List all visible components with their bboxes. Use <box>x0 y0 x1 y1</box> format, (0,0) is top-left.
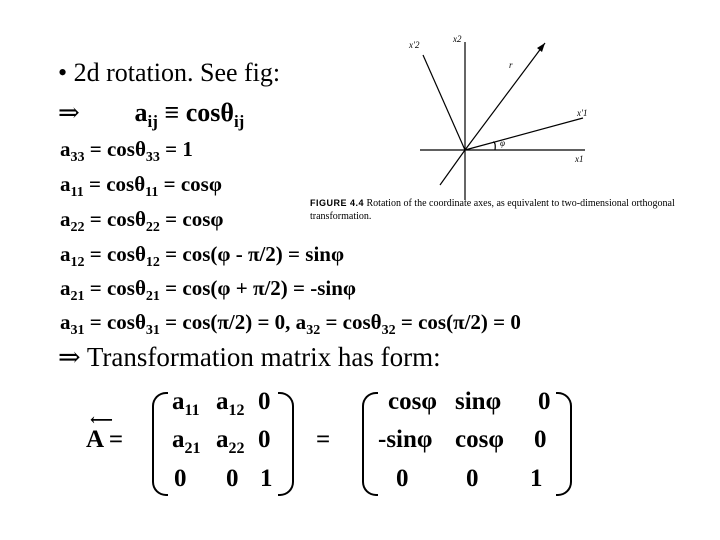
cell-cos: cosφ <box>455 426 504 453</box>
right-paren <box>278 392 294 496</box>
equation-a31-a32: $a_{31} = \cos\theta_{31} = \cos(\pi/2) = 0$, $a_{32} = \cos\theta_{32} = \cos(\pi/2) = 0$ <box>60 310 521 339</box>
cell-0: 0 <box>534 426 547 453</box>
r-arrow-head <box>537 43 545 52</box>
right-paren <box>556 392 572 496</box>
cell-0: 0 <box>396 465 409 492</box>
cell-a11: $a_{11}$ <box>172 388 200 419</box>
cell-0: 0 <box>258 426 271 453</box>
axis-label-r: r <box>509 60 513 70</box>
phi-arc <box>493 142 495 150</box>
axis-label-x1: x1 <box>575 154 584 164</box>
left-paren <box>152 392 168 496</box>
definition-line <box>58 98 244 132</box>
cell-a21: $a_{21}$ <box>172 426 201 457</box>
axis-label-x2-prime: x′2 <box>409 40 420 50</box>
equation-a11: $a_{11} = \cos\theta_{11} = \cos\varphi$ <box>60 172 222 201</box>
implies-arrow-icon: ⇒ <box>58 98 80 127</box>
figure-caption-label: FIGURE 4.4 <box>310 198 365 208</box>
cell-a12: $a_{12}$ <box>216 388 245 419</box>
cell-1: 1 <box>260 465 273 492</box>
cell-1: 1 <box>530 465 543 492</box>
definition-text: $a_{ij} \equiv \cos\theta_{ij}$ <box>134 98 245 132</box>
vector-arrow-icon: ⟵ <box>90 412 113 429</box>
equals-sign: = <box>316 426 331 453</box>
x1-prime-axis <box>465 118 583 150</box>
rotation-figure <box>395 30 625 200</box>
equation-a22: $a_{22} = \cos\theta_{22} = \cos\varphi$ <box>60 207 224 236</box>
cell-0: 0 <box>174 465 187 492</box>
axis-label-x2: x2 <box>453 34 462 44</box>
cell-0: 0 <box>538 388 551 415</box>
equation-a12: $a_{12} = \cos\theta_{12} = \cos(\varphi - \pi/2) = \sin\varphi$ <box>60 242 345 271</box>
matrix-label: ⟵ A = <box>86 412 124 453</box>
cell-sin: sinφ <box>455 388 502 415</box>
bullet-text: 2d rotation. See fig: <box>73 58 281 87</box>
transform-heading: ⇒ Transformation matrix has form: <box>58 342 441 372</box>
cell-neg-sin: -sinφ <box>378 426 433 453</box>
figure-caption <box>310 197 690 223</box>
left-paren <box>362 392 378 496</box>
axis-label-x1-prime: x′1 <box>577 108 588 118</box>
bullet-glyph: • <box>58 58 68 87</box>
axis-label-phi: φ <box>500 138 505 148</box>
cell-0: 0 <box>258 388 271 415</box>
figure-caption-text: Rotation of the coordinate axes, as equivalent to two-dimensional orthogonal transformation. <box>310 198 675 222</box>
x2-prime-axis <box>423 55 465 150</box>
cell-0: 0 <box>466 465 479 492</box>
equation-a33: $a_{33} = \cos\theta_{33} = 1$ <box>60 137 193 166</box>
cell-cos: cosφ <box>388 388 437 415</box>
cell-a22: $a_{22}$ <box>216 426 245 457</box>
equation-a21: $a_{21} = \cos\theta_{21} = \cos(\varphi + \pi/2) = -\sin\varphi$ <box>60 276 357 305</box>
r-vector <box>465 43 545 150</box>
cell-0: 0 <box>226 465 239 492</box>
bullet-line <box>58 58 280 88</box>
